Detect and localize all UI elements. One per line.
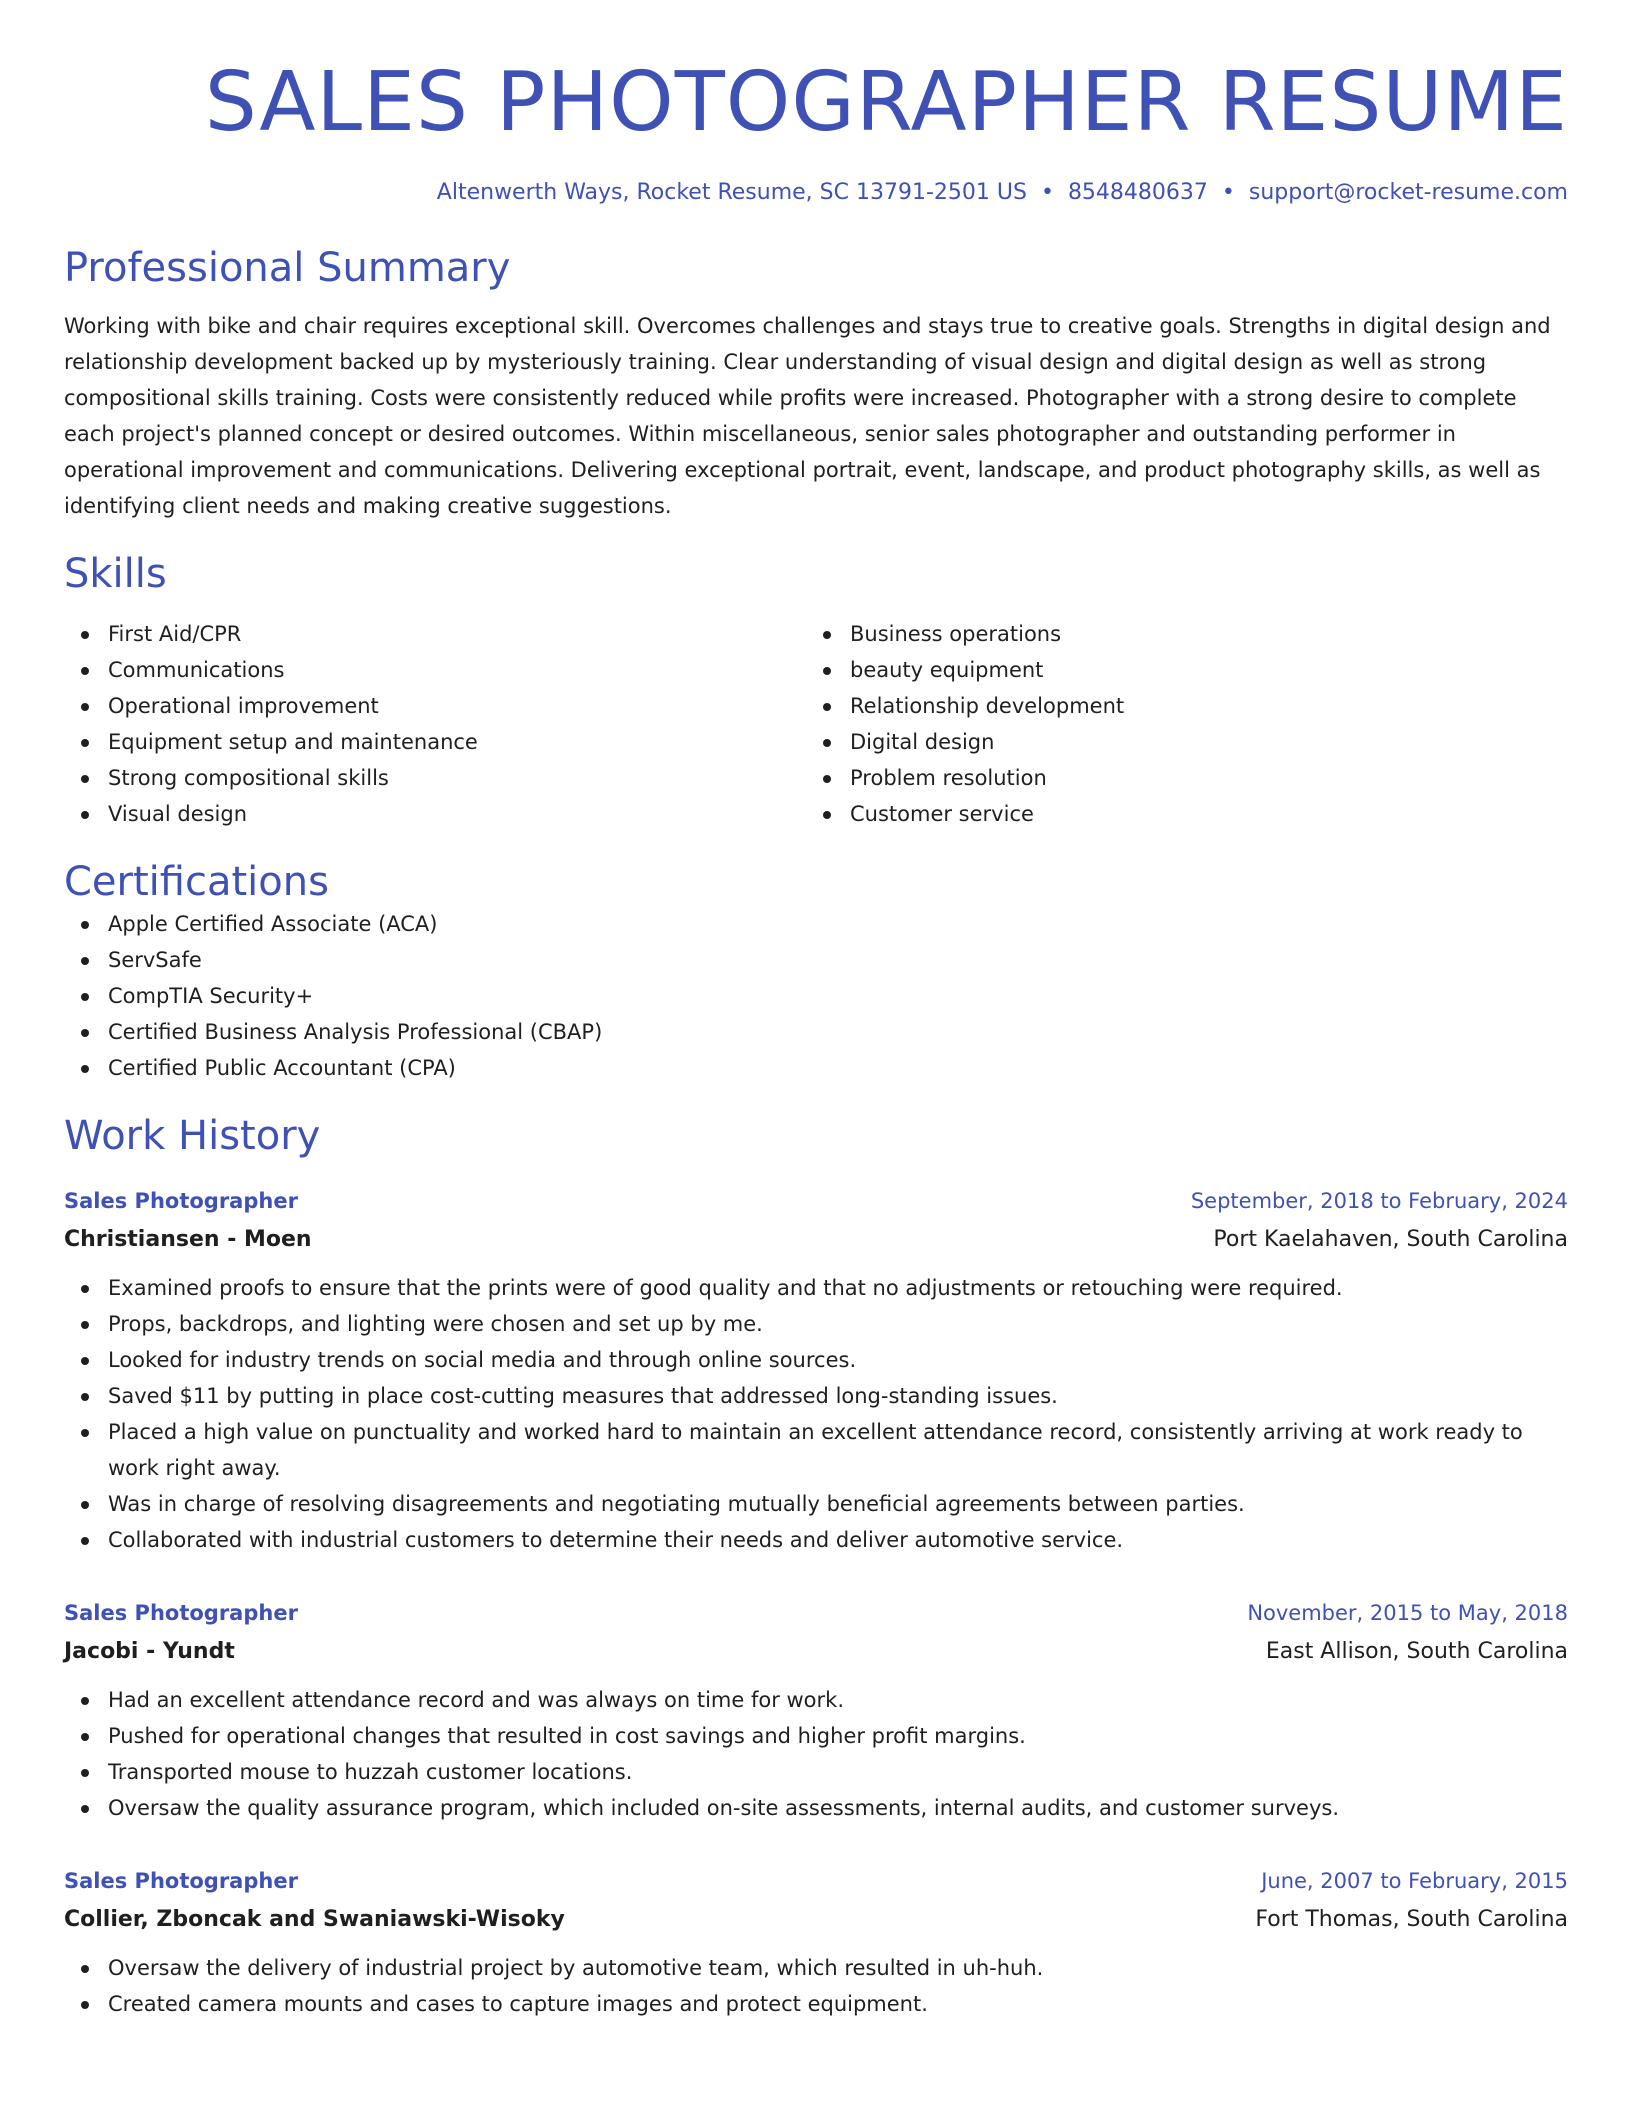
resume-page (64, 0, 1568, 2022)
skill-item: Equipment setup and maintenance (64, 724, 806, 760)
contact-line (64, 178, 1568, 208)
job-bullet: Looked for industry trends on social media and through online sources. (64, 1342, 1568, 1378)
certifications-list (64, 906, 1568, 1086)
job-dates: September, 2018 to February, 2024 (1190, 1189, 1568, 1213)
job-company: Collier, Zboncak and Swaniawski-Wisoky (64, 1907, 565, 1932)
job-header-row (64, 1866, 1568, 1896)
job-role: Sales Photographer (64, 1601, 298, 1625)
job-bullet: Placed a high value on punctuality and worked hard to maintain an excellent attendance record, consistently arriving at work ready to work right away. (64, 1414, 1568, 1486)
certification-item: Certified Business Analysis Professional (CBAP) (64, 1014, 1568, 1050)
skill-item: Digital design (806, 724, 1548, 760)
job-company-row (64, 1628, 1568, 1668)
job-bullet: Oversaw the quality assurance program, which included on-site assessments, internal audits, and customer surveys. (64, 1790, 1568, 1826)
skill-item: Communications (64, 652, 806, 688)
contact-separator: • (1040, 180, 1054, 205)
contact-email: support@rocket-resume.com (1248, 180, 1568, 205)
summary-text: Working with bike and chair requires exceptional skill. Overcomes challenges and stays true to creative goals. Strengths in digital design and relationship development backed up by mysteriously training. Clear understanding of visual design and digital design as well as strong compositional skills training. Costs were consistently reduced while profits were increased. Photographer with a strong desire to complete each project's planned concept or desired outcomes. Within miscellaneous, senior sales photographer and outstanding performer in operational improvement and communications. Delivering exceptional portrait, event, landscape, and product photography skills, as well as identifying client needs and making creative suggestions. (64, 314, 1551, 518)
skill-item: Customer service (806, 796, 1548, 832)
job-bullet: Created camera mounts and cases to capture images and protect equipment. (64, 1986, 1568, 2022)
job-bullets (64, 1270, 1568, 1558)
job-entry (64, 1866, 1568, 2022)
skill-item: Strong compositional skills (64, 760, 806, 796)
skill-item: Operational improvement (64, 688, 806, 724)
skills-column-left (64, 616, 806, 832)
job-bullet: Transported mouse to huzzah customer locations. (64, 1754, 1568, 1790)
skills-list-left (64, 616, 806, 832)
contact-phone: 8548480637 (1067, 180, 1208, 205)
skills-list-right (806, 616, 1548, 832)
certification-item: ServSafe (64, 942, 1568, 978)
certification-item: CompTIA Security+ (64, 978, 1568, 1014)
job-bullet: Pushed for operational changes that resulted in cost savings and higher profit margins. (64, 1718, 1568, 1754)
job-bullet: Oversaw the delivery of industrial project by automotive team, which resulted in uh-huh. (64, 1950, 1568, 1986)
job-location: East Allison, South Carolina (1265, 1639, 1568, 1664)
skill-item: First Aid/CPR (64, 616, 806, 652)
job-company: Christiansen - Moen (64, 1227, 312, 1252)
job-bullet: Props, backdrops, and lighting were chosen and set up by me. (64, 1306, 1568, 1342)
skills-grid (64, 616, 1568, 832)
job-bullets (64, 1682, 1568, 1826)
resume-title: SALES PHOTOGRAPHER RESUME (204, 55, 1568, 150)
job-header-row (64, 1598, 1568, 1628)
job-entry (64, 1186, 1568, 1558)
skill-item: beauty equipment (806, 652, 1548, 688)
job-location: Fort Thomas, South Carolina (1255, 1907, 1568, 1932)
job-dates: November, 2015 to May, 2018 (1247, 1601, 1568, 1625)
summary-heading: Professional Summary (64, 245, 511, 291)
job-dates: June, 2007 to February, 2015 (1261, 1869, 1568, 1893)
job-role: Sales Photographer (64, 1869, 298, 1893)
job-header-row (64, 1186, 1568, 1216)
job-location: Port Kaelahaven, South Carolina (1213, 1227, 1568, 1252)
job-company: Jacobi - Yundt (64, 1639, 235, 1664)
job-bullets (64, 1950, 1568, 2022)
job-role: Sales Photographer (64, 1189, 298, 1213)
skills-heading: Skills (64, 551, 167, 597)
skill-item: Problem resolution (806, 760, 1548, 796)
job-bullet: Had an excellent attendance record and was always on time for work. (64, 1682, 1568, 1718)
work-history-heading: Work History (64, 1113, 321, 1159)
certification-item: Certified Public Accountant (CPA) (64, 1050, 1568, 1086)
job-bullet: Saved $11 by putting in place cost-cutting measures that addressed long-standing issues. (64, 1378, 1568, 1414)
contact-address: Altenwerth Ways, Rocket Resume, SC 13791-2501 US (436, 180, 1027, 205)
certification-item: Apple Certified Associate (ACA) (64, 906, 1568, 942)
contact-separator: • (1221, 180, 1235, 205)
job-entry (64, 1598, 1568, 1826)
skills-column-right (806, 616, 1548, 832)
skill-item: Business operations (806, 616, 1548, 652)
job-bullet: Examined proofs to ensure that the prints were of good quality and that no adjustments or retouching were required. (64, 1270, 1568, 1306)
job-company-row (64, 1896, 1568, 1936)
skill-item: Visual design (64, 796, 806, 832)
skill-item: Relationship development (806, 688, 1548, 724)
job-bullet: Collaborated with industrial customers to determine their needs and deliver automotive service. (64, 1522, 1568, 1558)
job-company-row (64, 1216, 1568, 1256)
certifications-heading: Certifications (64, 859, 329, 905)
job-bullet: Was in charge of resolving disagreements and negotiating mutually beneficial agreements between parties. (64, 1486, 1568, 1522)
